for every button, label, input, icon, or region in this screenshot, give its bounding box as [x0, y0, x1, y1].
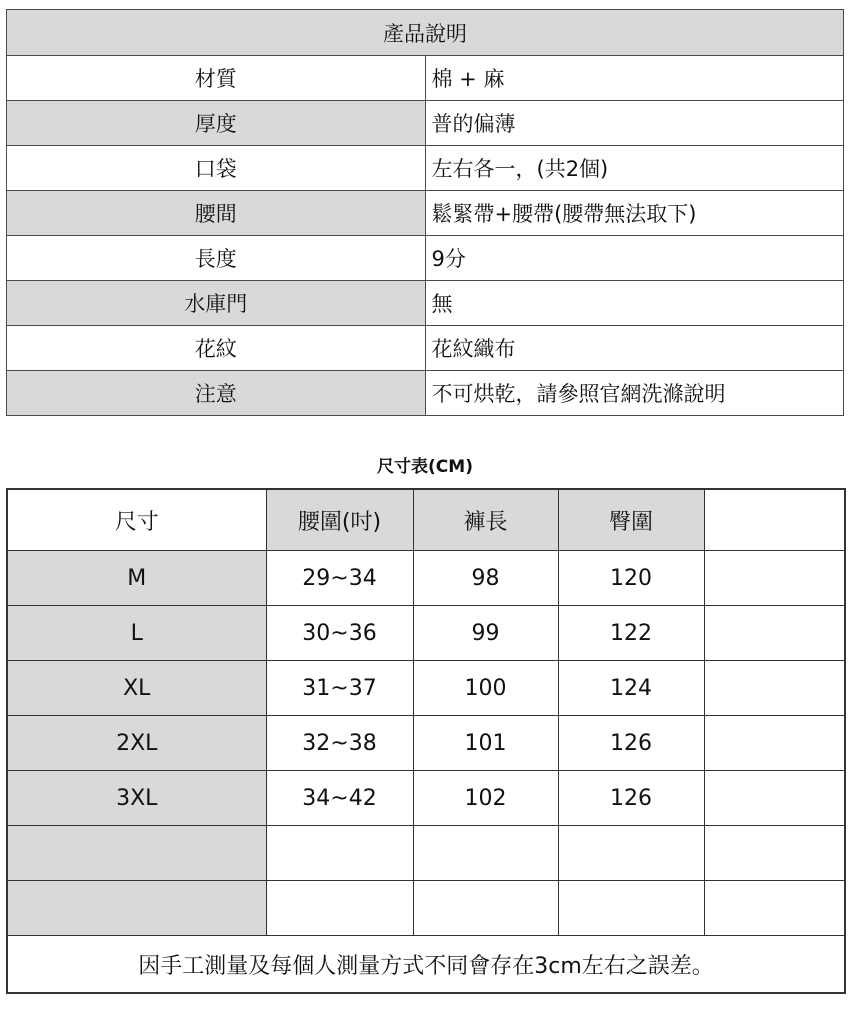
size-row — [7, 661, 845, 716]
size-cell: 102 — [413, 771, 558, 826]
size-cell: 2XL — [7, 716, 266, 771]
size-cell: 101 — [413, 716, 558, 771]
size-cell — [704, 826, 845, 881]
size-cell: 120 — [558, 551, 704, 606]
size-cell: 3XL — [7, 771, 266, 826]
size-note: 因手工測量及每個人測量方式不同會存在3cm左右之誤差。 — [7, 936, 845, 994]
size-cell: 126 — [558, 716, 704, 771]
size-header: 尺寸 — [7, 489, 266, 551]
size-header-row — [7, 489, 845, 551]
description-row — [7, 56, 844, 101]
size-cell — [704, 606, 845, 661]
description-value: 棉 + 麻 — [425, 56, 844, 101]
size-cell: 34~42 — [266, 771, 413, 826]
size-chart-table — [6, 488, 846, 994]
size-cell — [704, 661, 845, 716]
description-value: 左右各一，(共2個) — [425, 146, 844, 191]
size-header: 褲長 — [413, 489, 558, 551]
description-label: 厚度 — [7, 101, 426, 146]
description-row — [7, 281, 844, 326]
size-cell: L — [7, 606, 266, 661]
size-cell — [704, 716, 845, 771]
description-label: 長度 — [7, 236, 426, 281]
description-label: 材質 — [7, 56, 426, 101]
size-cell — [413, 881, 558, 936]
description-row — [7, 371, 844, 416]
description-value: 花紋織布 — [425, 326, 844, 371]
description-label: 口袋 — [7, 146, 426, 191]
size-chart-title: 尺寸表(CM) — [377, 457, 473, 477]
size-cell — [558, 881, 704, 936]
size-header — [704, 489, 845, 551]
size-cell: 100 — [413, 661, 558, 716]
size-row — [7, 771, 845, 826]
size-row — [7, 881, 845, 936]
size-cell — [266, 826, 413, 881]
size-cell — [558, 826, 704, 881]
size-cell — [704, 551, 845, 606]
description-row — [7, 191, 844, 236]
size-cell — [7, 826, 266, 881]
description-value: 普的偏薄 — [425, 101, 844, 146]
size-cell: 32~38 — [266, 716, 413, 771]
size-cell — [413, 826, 558, 881]
size-cell: 124 — [558, 661, 704, 716]
description-label: 花紋 — [7, 326, 426, 371]
size-cell: XL — [7, 661, 266, 716]
size-cell: 126 — [558, 771, 704, 826]
description-value: 無 — [425, 281, 844, 326]
size-cell — [7, 881, 266, 936]
description-value: 鬆緊帶+腰帶(腰帶無法取下) — [425, 191, 844, 236]
size-cell: 30~36 — [266, 606, 413, 661]
product-description-table — [6, 9, 844, 416]
size-cell: 29~34 — [266, 551, 413, 606]
size-cell: 122 — [558, 606, 704, 661]
size-row — [7, 716, 845, 771]
description-row — [7, 146, 844, 191]
description-row — [7, 101, 844, 146]
description-title: 產品說明 — [7, 10, 844, 56]
size-cell — [704, 881, 845, 936]
description-value: 不可烘乾，請參照官網洗滌說明 — [425, 371, 844, 416]
description-row — [7, 326, 844, 371]
size-row — [7, 606, 845, 661]
description-label: 注意 — [7, 371, 426, 416]
size-row — [7, 826, 845, 881]
description-label: 腰間 — [7, 191, 426, 236]
size-cell — [266, 881, 413, 936]
description-label: 水庫門 — [7, 281, 426, 326]
description-row — [7, 236, 844, 281]
size-header: 腰圍(吋) — [266, 489, 413, 551]
description-value: 9分 — [425, 236, 844, 281]
size-cell: 99 — [413, 606, 558, 661]
size-cell: 31~37 — [266, 661, 413, 716]
size-cell: 98 — [413, 551, 558, 606]
size-header: 臀圍 — [558, 489, 704, 551]
size-cell: M — [7, 551, 266, 606]
size-note-row — [7, 936, 845, 994]
size-cell — [704, 771, 845, 826]
size-row — [7, 551, 845, 606]
